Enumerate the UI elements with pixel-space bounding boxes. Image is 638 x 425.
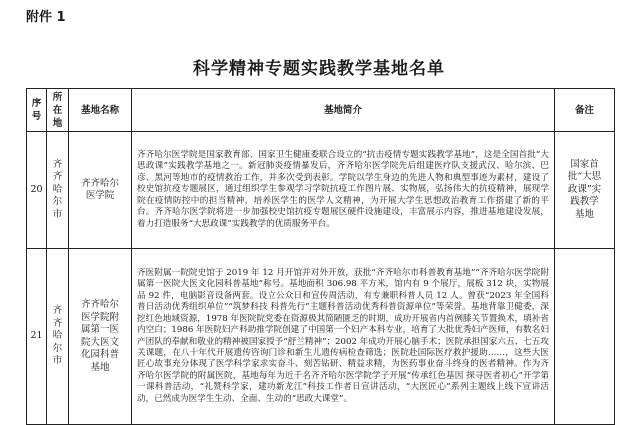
row-base-intro: 齐齐哈尔医学院是国家教育部、国家卫生健康委联合设立的“抗击疫情专题实践教学基地”，这是全国首批“大思政课”实践教学基地之一。新冠肺炎疫情暴发后，齐齐哈尔医学院先后组建医疗队支援武汉、哈尔滨、巴彦、黑河等地市的疫情救治工作，并多次受到表彰。学院以学生身边的先进人物和典型事迹为素材，建设了校史馆抗疫专题展区，通过组织学生参观学习学院抗疫工作图片展、实物展，弘扬伟大的抗疫精神，展现学院在疫情防控中的担当精神，培养医学生的医学人文精神，为开展大学生思想政治教育工作搭建了新的平台。齐齐哈尔医学院将进一步加强校史馆抗疫专题展区硬件设施建设，丰富展示内容，推进基地建设发展，着力打造服务“大思政课”实践教学的优质服务平台。 xyxy=(132,132,555,249)
row-base-name: 齐齐哈尔 医学院附 属第一医 院大医文 化园科普 基地 xyxy=(69,249,132,425)
row-location: 齐 齐 哈 尔 市 xyxy=(47,249,69,425)
header-location: 所 在 地 xyxy=(47,89,69,132)
row-number: 20 xyxy=(27,132,47,249)
document-title: 科学精神专题实践教学基地名单 xyxy=(193,59,445,79)
attachment-label: 附件 1 xyxy=(26,10,66,25)
base-list-table xyxy=(26,88,615,425)
header-number: 序 号 xyxy=(27,89,47,132)
header-remarks: 备注 xyxy=(555,89,615,132)
row-number: 21 xyxy=(27,249,47,425)
table-row xyxy=(27,249,615,425)
table-header-row xyxy=(27,89,615,132)
row-location: 齐 齐 哈 尔 市 xyxy=(47,132,69,249)
row-remarks xyxy=(555,249,615,425)
header-base-intro: 基地简介 xyxy=(132,89,555,132)
header-base-name: 基地名称 xyxy=(69,89,132,132)
row-base-name: 齐齐哈尔 医学院 xyxy=(69,132,132,249)
row-base-intro: 齐医附属一院院史馆于 2019 年 12 月开馆并对外开放，获批“齐齐哈尔市科普教育基地”“齐齐哈尔医学院附属第一医院大医文化园科普基地”称号。基地面积 306.98 平方米，馆内有 9 个展厅，展板 312 块，实物展品 92 件，电脑影音设备两套。设立公众日和宣传周活动，有专兼职科普人员 12 人。曾获“2023 年全国科普日活动优秀组织单位”“筑梦科技 科普先行”主题科普活动优秀科普资源单位”等荣誉。基地背靠卫健委，深挖红色地域资源，1978 年医院院党委在资源极其简陋匮乏的时期，成功开展省内首例膝关节置换术，填补省内空白；1986 年医院妇产科助推学院创建了中国第一个妇产本科专业，培育了大批优秀妇产医师，有数名妇产团队的奉献和敬业的精神被国家授予“舒兰精神”；2002 年成功开展心脑手术；医院承担国家六五、七五攻关课题，在八十年代开展遗传咨询门诊和新生儿遗传病检查筛选；医院赴国际医疗救护援助……，这些大医匠心故事充分体现了医学科学家求实奋斗、刻苦钻研、精益求精，为医药事业奋斗终身的医者精神。作为齐齐哈尔医学院的附属医院，基地每年为近千名齐齐哈尔医学院学子开展“传承红色基因 探寻医者初心”开学第一课科普活动，“礼赞科学家，建功新龙江”科技工作者日宣讲活动，“大医匠心”系列主题线上线下宣讲活动，已然成为医学生生动、全面、生动的“思政大课堂”。 xyxy=(132,249,555,425)
row-remarks: 国家首 批“大思 政课”实 践教学 基地 xyxy=(555,132,615,249)
table-row xyxy=(27,132,615,249)
